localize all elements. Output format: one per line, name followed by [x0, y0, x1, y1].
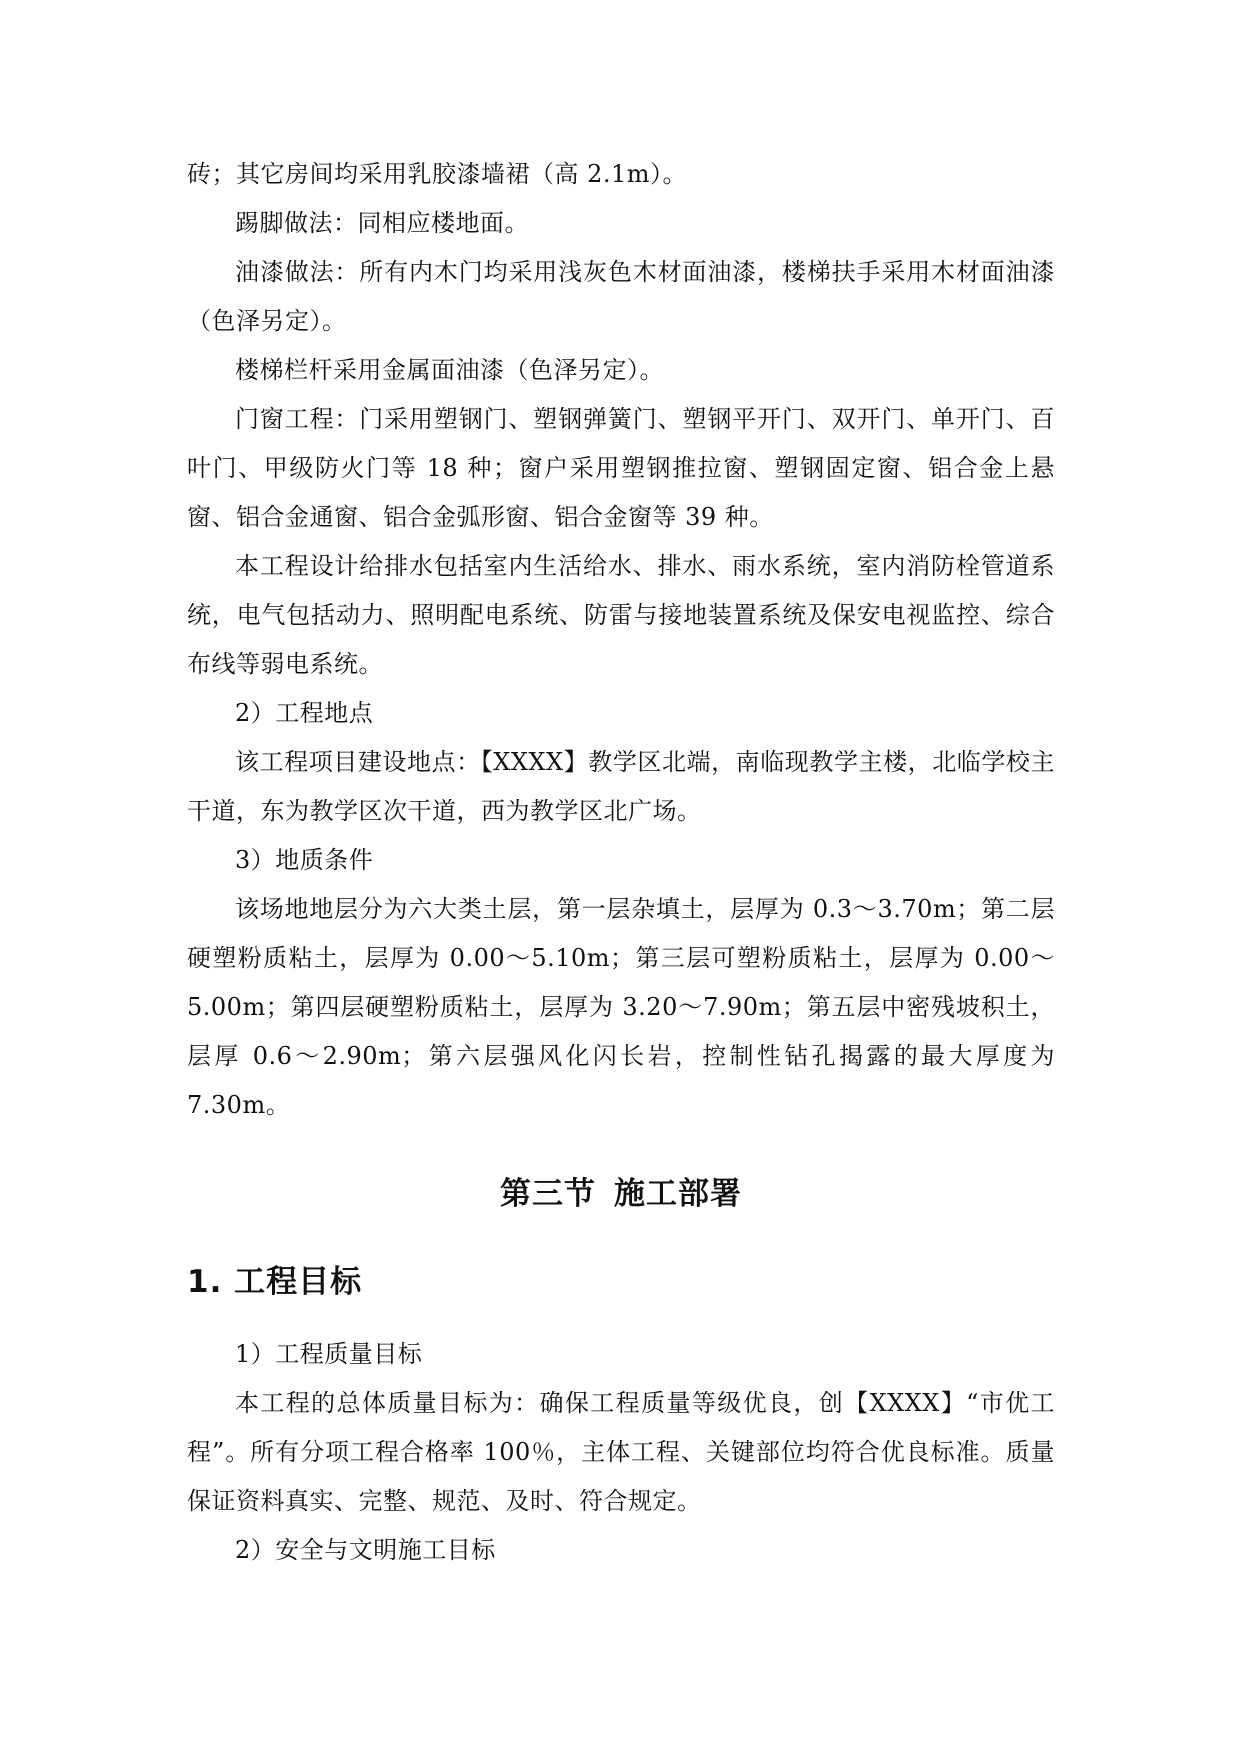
section-title-number: 第三节 — [500, 1176, 596, 1212]
subheading: 2）安全与文明施工目标 — [235, 1536, 496, 1564]
body-text-top — [187, 150, 1055, 1130]
section-title-text: 施工部署 — [614, 1176, 742, 1212]
paragraph: 该工程项目建设地点：【XXXX】教学区北端，南临现教学主楼，北临学校主干道，东为教学区次干道，西为教学区北广场。 — [187, 748, 1055, 825]
paragraph: 楼梯栏杆采用金属面油漆（色泽另定）。 — [235, 356, 664, 384]
paragraph: 本工程的总体质量目标为：确保工程质量等级优良，创【XXXX】“市优工程”。所有分项工程合格率 100％，主体工程、关键部位均符合优良标准。质量保证资料真实、完整、规范、及时、符合规定。 — [187, 1389, 1055, 1515]
paragraph: 本工程设计给排水包括室内生活给水、排水、雨水系统，室内消防栓管道系统，电气包括动力、照明配电系统、防雷与接地装置系统及保安电视监控、综合布线等弱电系统。 — [187, 552, 1055, 678]
section-title — [187, 1168, 1055, 1213]
subheading: 3）地质条件 — [235, 846, 374, 874]
paragraph: 砖；其它房间均采用乳胶漆墙裙（高 2.1m）。 — [187, 160, 688, 188]
heading-1: 1. 工程目标 — [187, 1264, 363, 1300]
subheading: 2）工程地点 — [235, 699, 374, 727]
paragraph: 踢脚做法：同相应楼地面。 — [235, 209, 529, 237]
paragraph: 该场地地层分为六大类土层，第一层杂填土，层厚为 0.3～3.70m；第二层硬塑粉质粘土，层厚为 0.00～5.10m；第三层可塑粉质粘土，层厚为 0.00～5.00m；第四层硬塑粉质粘土，层厚为 3.20～7.90m；第五层中密残坡积土，层厚 0.6～2.90m；第六层强风化闪长岩，控制性钻孔揭露的最大厚度为 7.30m。 — [187, 895, 1055, 1119]
paragraph: 油漆做法：所有内木门均采用浅灰色木材面油漆，楼梯扶手采用木材面油漆（色泽另定）。 — [187, 258, 1055, 335]
subheading: 1）工程质量目标 — [235, 1340, 423, 1368]
body-text-bottom — [187, 1330, 1055, 1575]
paragraph: 门窗工程：门采用塑钢门、塑钢弹簧门、塑钢平开门、双开门、单开门、百叶门、甲级防火门等 18 种；窗户采用塑钢推拉窗、塑钢固定窗、铝合金上悬窗、铝合金通窗、铝合金弧形窗、铝合金窗等 39 种。 — [187, 405, 1055, 531]
